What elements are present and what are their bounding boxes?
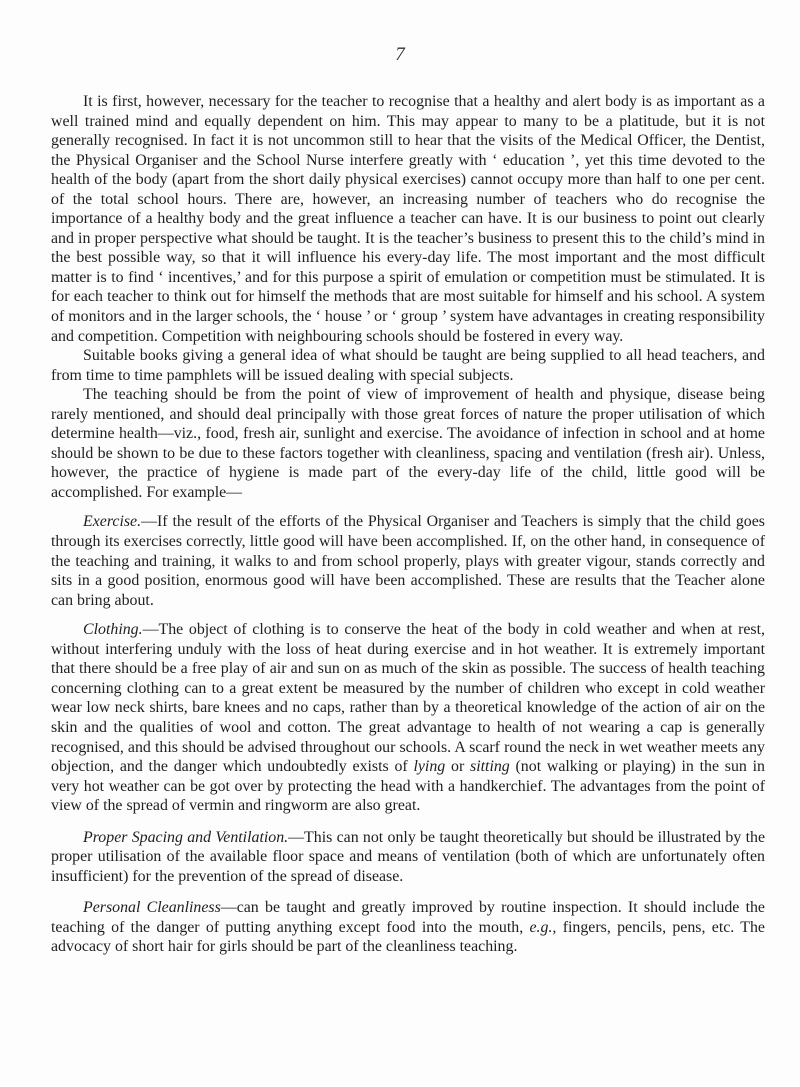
- exercise-heading: Exercise.: [83, 513, 142, 531]
- body-text: [51, 92, 765, 957]
- spacing-heading: Proper Spacing and Ventilation.: [83, 828, 289, 846]
- clothing-lying: lying: [413, 758, 446, 776]
- clothing-sitting: sitting: [470, 758, 510, 776]
- paragraph-exercise: [51, 512, 765, 610]
- paragraph-clothing: [51, 620, 765, 815]
- clothing-text-a: —The object of clothing is to conserve the heat of the body in cold weather and when at rest, without interfering unduly with the loss of heat during exercise and in hot weather. It is extremely important that there should be a free play of air and sun on as much of the skin as possible. The success of health teaching concerning clothing can to a great extent be measured by the number of children who except in cold weather wear low neck shirts, bare knees and no caps, rather than by a theoretical knowledge of the action of air on the skin and the qualities of wool and cotton. The great advantage to health of not wearing a cap is generally recognised, and this should be advised throughout our schools. A scarf round the neck in wet weather meets any objection, and the danger which undoubtedly exists of: [51, 621, 765, 776]
- cleanliness-text-b: fingers, pencils, pens, etc. The advocacy of short hair for girls should be part of the cleanliness teaching.: [51, 918, 765, 956]
- cleanliness-eg: e.g.,: [529, 918, 557, 936]
- paragraph-spacing: [51, 828, 765, 887]
- paragraph-teaching: The teaching should be from the point of view of improvement of health and physique, disease being rarely mentioned, and should deal principally with those great forces of nature the proper utilisation of which determine health—viz., food, fresh air, sunlight and exercise. The avoidance of infection in school and at home should be shown to be due to these factors together with cleanliness, spacing and ventilation (fresh air). Unless, however, the practice of hygiene is made part of the every-day life of the child, little good will be accomplished. For example—: [51, 386, 765, 501]
- cleanliness-text-a: —can be taught and greatly improved by routine inspection. It should include the teaching of the danger of putting anything except food into the mouth,: [51, 899, 765, 936]
- cleanliness-heading: Personal Cleanliness: [83, 899, 221, 917]
- page-number: 7: [395, 44, 405, 65]
- clothing-text-b: (not walking or playing) in the sun in very hot weather can be got over by protecting the head with a handkerchief. The advantages from the point of view of the spread of vermin and ringworm are also great.: [51, 758, 765, 815]
- spacing-text: —This can not only be taught theoretically but should be illustrated by the proper utilisation of the available floor space and means of ventilation (both of which are unfortunately often insufficient) for the prevention of the spread of disease.: [51, 828, 766, 885]
- exercise-text: —If the result of the efforts of the Physical Organiser and Teachers is simply that the child goes through its exercises correctly, little good will have been accomplished. If, on the other hand, in consequence of the teaching and training, it walks to and from school properly, plays with greater vigour, stands correctly and sits in a good position, enormous good will have been accomplished. These are results that the Teacher alone can bring about.: [51, 513, 765, 609]
- paragraph-books: Suitable books giving a general idea of what should be taught are being supplied to all head teachers, and from time to time pamphlets will be issued dealing with special subjects.: [51, 347, 765, 384]
- paragraph-cleanliness: [51, 898, 765, 957]
- paragraph-intro: It is first, however, necessary for the teacher to recognise that a healthy and alert body is as important as a well trained mind and equally dependent on him. This may appear to many to be a platitude, but it is not generally recognised. In fact it is not uncommon still to hear that the visits of the Medical Officer, the Dentist, the Physical Organiser and the School Nurse interfere greatly with ‘ education ’, yet this time devoted to the health of the body (apart from the short daily physical exercises) cannot occupy more than half to one per cent. of the total school hours. There are, however, an increasing number of teachers who do recognise the importance of a healthy body and the great influence a teacher can have. It is our business to point out clearly and in proper perspective what should be taught. It is the teacher’s business to present this to the child’s mind in the best possible way, so that it will influence his every-day life. The most important and the most difficult matter is to find ‘ incentives,’ and for this purpose a spirit of emulation or competition must be stimulated. It is for each teacher to think out for himself the methods that are most suitable for himself and his school. A system of monitors and in the larger schools, the ‘ house ’ or ‘ group ’ system have advantages in creating responsibility and competition. Competition with neighbouring schools should be fostered in every way.: [51, 93, 765, 345]
- clothing-heading: Clothing.: [83, 621, 143, 639]
- clothing-or: or: [445, 758, 471, 776]
